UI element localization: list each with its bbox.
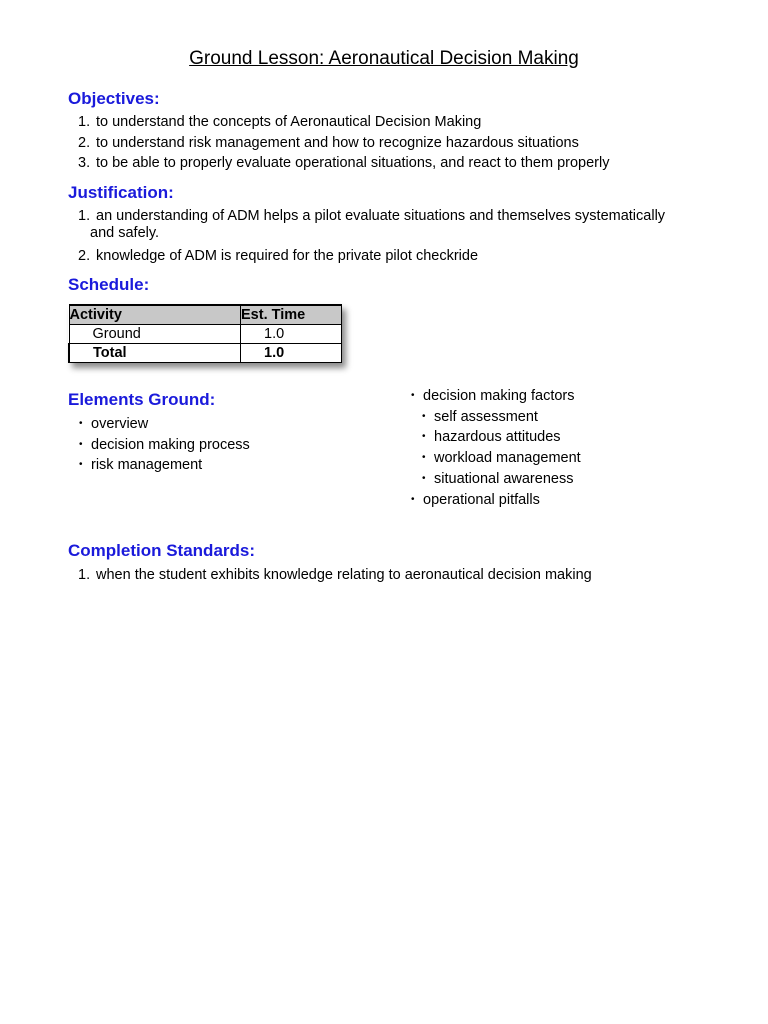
list-item: • decision making factors: [411, 386, 581, 407]
table-header-row: [69, 305, 342, 325]
list-item: 2. to understand risk management and how to recognize hazardous situations: [78, 134, 579, 151]
schedule-heading: Schedule:: [68, 275, 150, 294]
elements-heading: Elements Ground:: [68, 390, 216, 409]
list-item: 3. to be able to properly evaluate operational situations, and react to them properly: [78, 155, 610, 171]
bullet-icon: •: [422, 431, 426, 443]
justification-list: [78, 208, 708, 267]
elements-right-list: [411, 386, 581, 510]
list-item: 2. knowledge of ADM is required for the private pilot checkride: [78, 248, 479, 264]
table-cell: Ground: [69, 325, 241, 344]
justification-heading: Justification:: [68, 183, 174, 202]
bullet-icon: •: [79, 438, 83, 450]
list-item: 1. an understanding of ADM helps a pilot evaluate situations and themselves systematically and safely.: [78, 208, 666, 241]
bullet-icon: •: [411, 493, 415, 505]
list-item: • self assessment: [422, 407, 581, 428]
list-item: 1. when the student exhibits knowledge relating to aeronautical decision making: [78, 567, 592, 583]
column-header-est-time: Est. Time: [241, 305, 342, 325]
list-item: • situational awareness: [422, 469, 581, 490]
objectives-list: [78, 112, 609, 174]
table-cell: 1.0: [241, 325, 342, 344]
table-row: [69, 325, 342, 344]
bullet-icon: •: [422, 472, 426, 484]
list-item: • overview: [79, 414, 250, 435]
objectives-heading: Objectives:: [68, 89, 160, 108]
table-cell: Total: [69, 344, 241, 363]
list-item: • operational pitfalls: [411, 490, 581, 511]
bullet-icon: •: [422, 452, 426, 464]
page-title: Ground Lesson: Aeronautical Decision Making: [189, 48, 579, 69]
bullet-icon: •: [411, 390, 415, 401]
list-item: • risk management: [79, 455, 250, 476]
list-item: • decision making process: [79, 435, 250, 456]
bullet-icon: •: [79, 418, 83, 429]
bullet-icon: •: [422, 410, 426, 422]
list-item: • hazardous attitudes: [422, 427, 581, 448]
table-row: [69, 344, 342, 363]
table-cell: 1.0: [241, 344, 342, 363]
elements-left-list: [79, 414, 250, 476]
schedule-table: [68, 304, 342, 363]
bullet-icon: •: [79, 459, 83, 471]
list-item: • workload management: [422, 448, 581, 469]
column-header-activity: Activity: [69, 305, 241, 325]
completion-list: [78, 565, 592, 586]
list-item: 1. to understand the concepts of Aeronautical Decision Making: [78, 114, 482, 130]
completion-heading: Completion Standards:: [68, 541, 256, 560]
